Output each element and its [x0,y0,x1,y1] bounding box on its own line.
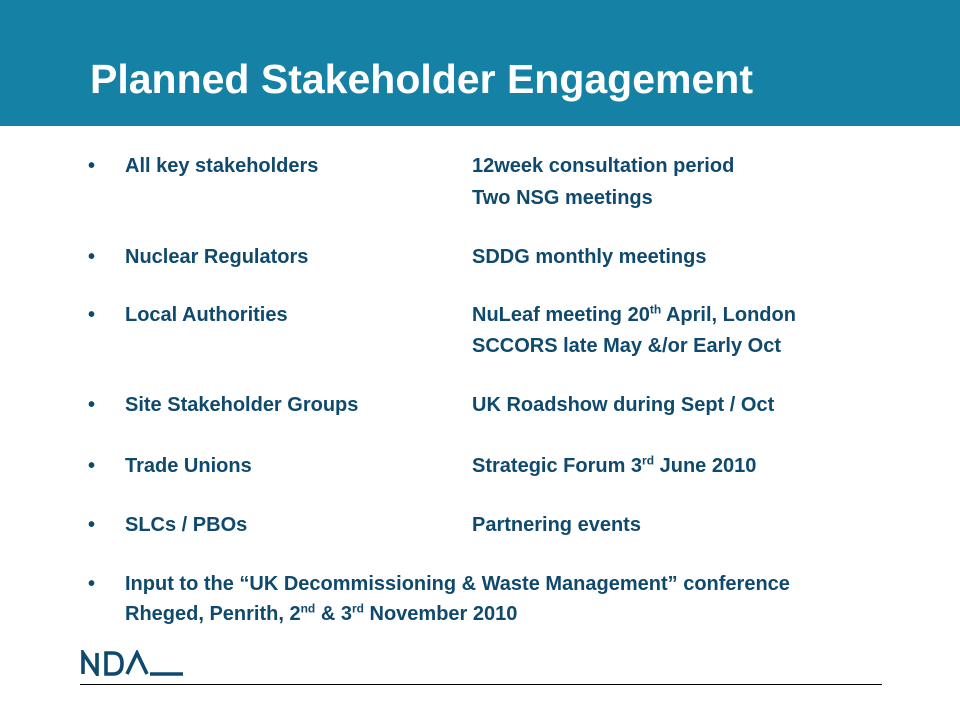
activity-text: June 2010 [654,455,757,477]
nda-logo-icon [80,650,184,676]
ordinal-suffix: rd [351,601,364,616]
activity-text: NuLeaf meeting 20 [472,304,650,326]
activity-label: Two NSG meetings [472,187,653,209]
bullet-icon: • [88,246,96,268]
activity-text: April, London [661,304,796,326]
activity-label: 12week consultation period [472,155,735,177]
ordinal-suffix: th [649,302,662,317]
bullet-icon: • [88,455,96,477]
activity-label [472,454,756,478]
bullet-icon: • [88,394,96,416]
bullet-icon: • [88,155,96,177]
ordinal-suffix: nd [300,601,316,616]
conference-text: & 3 [315,603,352,625]
stakeholder-label: Trade Unions [125,455,252,477]
ordinal-suffix: rd [642,453,655,468]
activity-text: Strategic Forum 3 [472,455,643,477]
stakeholder-label: SLCs / PBOs [125,514,248,536]
stakeholder-label: Local Authorities [125,304,288,326]
stakeholder-label: All key stakeholders [125,155,319,177]
bullet-icon: • [88,514,96,536]
stakeholder-label: Nuclear Regulators [125,246,309,268]
conference-text: Rheged, Penrith, 2 [125,603,301,625]
conference-line [125,602,517,626]
activity-label [472,303,796,327]
activity-label: Partnering events [472,514,641,536]
activity-label: SCCORS late May &/or Early Oct [472,335,781,357]
slide-title: Planned Stakeholder Engagement [90,56,753,102]
activity-label: SDDG monthly meetings [472,246,707,268]
conference-text: November 2010 [363,603,518,625]
conference-line: Input to the “UK Decommissioning & Waste Management” conference [125,573,790,595]
title-banner [0,0,960,126]
activity-label: UK Roadshow during Sept / Oct [472,394,775,416]
stakeholder-label: Site Stakeholder Groups [125,394,359,416]
bullet-icon: • [88,304,96,326]
footer-divider [80,684,882,685]
bullet-icon: • [88,573,96,595]
